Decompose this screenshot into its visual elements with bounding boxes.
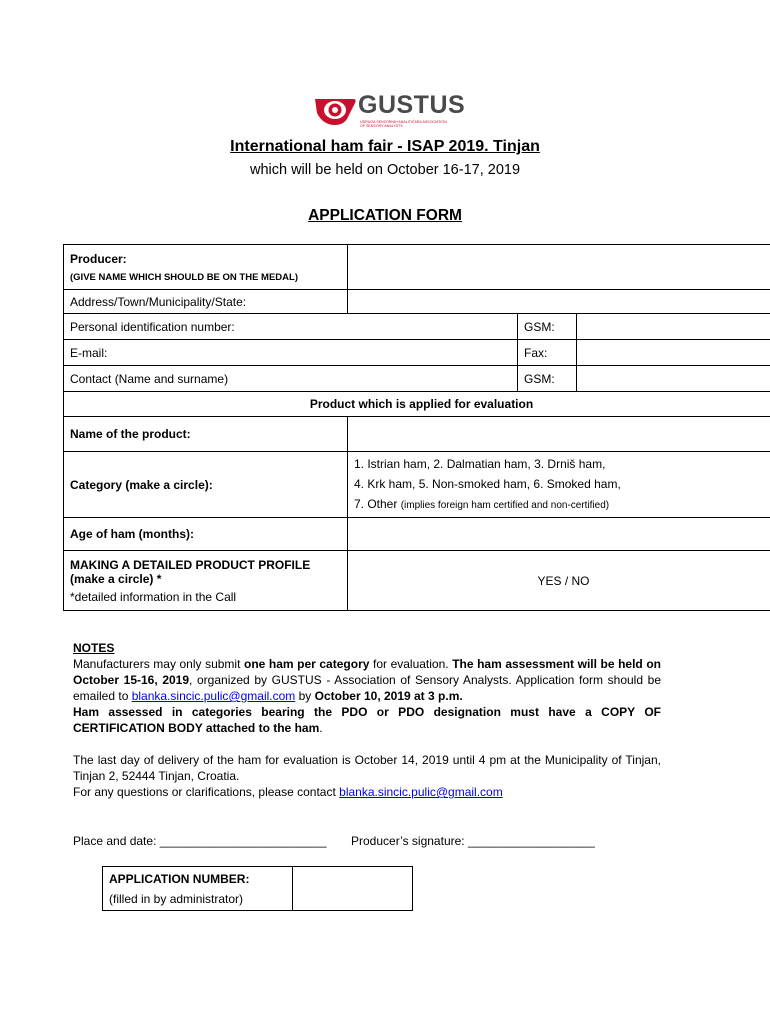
- notes-text: for evaluation.: [369, 657, 453, 671]
- notes-bold: Ham assessed in categories bearing the PDO or PDO designation must have a COPY OF CERTIFICATION BODY attached to the ham: [73, 705, 661, 735]
- profile-label-1: MAKING A DETAILED PRODUCT PROFILE: [70, 557, 311, 572]
- profile-note: *detailed information in the Call: [70, 589, 237, 604]
- category-line-1: 1. Istrian ham, 2. Dalmatian ham, 3. Drniš ham,: [354, 456, 606, 471]
- email-link-2[interactable]: blanka.sincic.pulic@gmail.com: [339, 785, 503, 799]
- page-title: International ham fair - ISAP 2019. Tinjan: [230, 138, 540, 155]
- application-number-field[interactable]: [293, 867, 413, 911]
- gsm2-field[interactable]: [577, 366, 770, 392]
- notes-bold: one ham per category: [244, 657, 370, 671]
- notes-paragraph-3: The last day of delivery of the ham for evaluation is October 14, 2019 until 4 pm at the Municipality of Tinjan, Tinjan 2, 52444 Tinjan, Croatia.: [73, 753, 661, 783]
- application-form-table: [63, 244, 770, 611]
- logo-wordmark: GUSTUS: [358, 91, 466, 119]
- age-label: Age of ham (months):: [64, 518, 348, 551]
- notes-text: , organized by GUSTUS - Association of Sensory Analysts. Application form should be emailed to: [73, 673, 661, 703]
- gsm-field[interactable]: [577, 314, 770, 340]
- email-label: E-mail:: [64, 340, 518, 366]
- notes-bold: The ham assessment will be held on October 15-16, 2019: [73, 657, 661, 687]
- notes-section: [73, 640, 661, 800]
- category-options[interactable]: [348, 452, 770, 518]
- application-number-note: (filled in by administrator): [109, 891, 244, 906]
- page-subtitle: which will be held on October 16-17, 2019: [249, 162, 521, 178]
- product-name-label: Name of the product:: [64, 417, 348, 452]
- notes-text: For any questions or clarifications, please contact: [73, 785, 340, 799]
- category-other: 7. Other: [354, 496, 401, 511]
- fax-label: Fax:: [518, 340, 577, 366]
- notes-bold: October 10, 2019 at 3 p.m.: [314, 689, 463, 703]
- address-field[interactable]: [348, 290, 770, 314]
- pin-label: Personal identification number:: [64, 314, 518, 340]
- producer-label-cell: [64, 245, 348, 290]
- contact-label: Contact (Name and surname): [64, 366, 518, 392]
- notes-paragraph-1: [73, 656, 661, 704]
- profile-options[interactable]: YES / NO: [348, 551, 770, 611]
- gsm2-label: GSM:: [518, 366, 577, 392]
- notes-text: by: [295, 689, 315, 703]
- application-number-label: APPLICATION NUMBER:: [109, 871, 250, 886]
- notes-text: .: [319, 721, 323, 735]
- category-other-note: (implies foreign ham certified and non-certified): [400, 499, 610, 511]
- producer-field[interactable]: [348, 245, 770, 290]
- category-line-2: 4. Krk ham, 5. Non-smoked ham, 6. Smoked ham,: [354, 476, 621, 491]
- producer-note: (GIVE NAME WHICH SHOULD BE ON THE MEDAL): [70, 271, 298, 283]
- logo-tagline: UDRUGA SENZORNIH ANALITIČARA ASSOCIATION OF SENSORY ANALYSTS: [360, 120, 447, 128]
- gustus-logo: [313, 91, 466, 129]
- email-link[interactable]: blanka.sincic.pulic@gmail.com: [131, 689, 296, 703]
- producer-label: Producer:: [70, 251, 127, 266]
- notes-text: Manufacturers may only submit: [73, 657, 244, 671]
- producer-signature-field[interactable]: Producer’s signature: ___________________: [351, 834, 595, 848]
- notes-paragraph-4: [73, 784, 661, 800]
- gsm-label: GSM:: [518, 314, 577, 340]
- profile-label-cell: [64, 551, 348, 611]
- address-label: Address/Town/Municipality/State:: [64, 290, 348, 314]
- category-line-3: [354, 494, 770, 516]
- profile-label-2: (make a circle) *: [70, 571, 162, 586]
- form-title: APPLICATION FORM: [308, 207, 462, 224]
- age-field[interactable]: [348, 518, 770, 551]
- application-number-label-cell: [103, 867, 293, 911]
- signature-line: [73, 834, 693, 848]
- product-section-header: Product which is applied for evaluation: [64, 392, 770, 417]
- gustus-eye-icon: [313, 93, 357, 127]
- product-name-field[interactable]: [348, 417, 770, 452]
- fax-field[interactable]: [577, 340, 770, 366]
- notes-heading: NOTES: [73, 641, 115, 655]
- notes-paragraph-2: [73, 704, 661, 736]
- category-label: Category (make a circle):: [64, 452, 348, 518]
- place-date-field[interactable]: Place and date: _________________________: [73, 834, 327, 848]
- application-number-table: [102, 866, 413, 911]
